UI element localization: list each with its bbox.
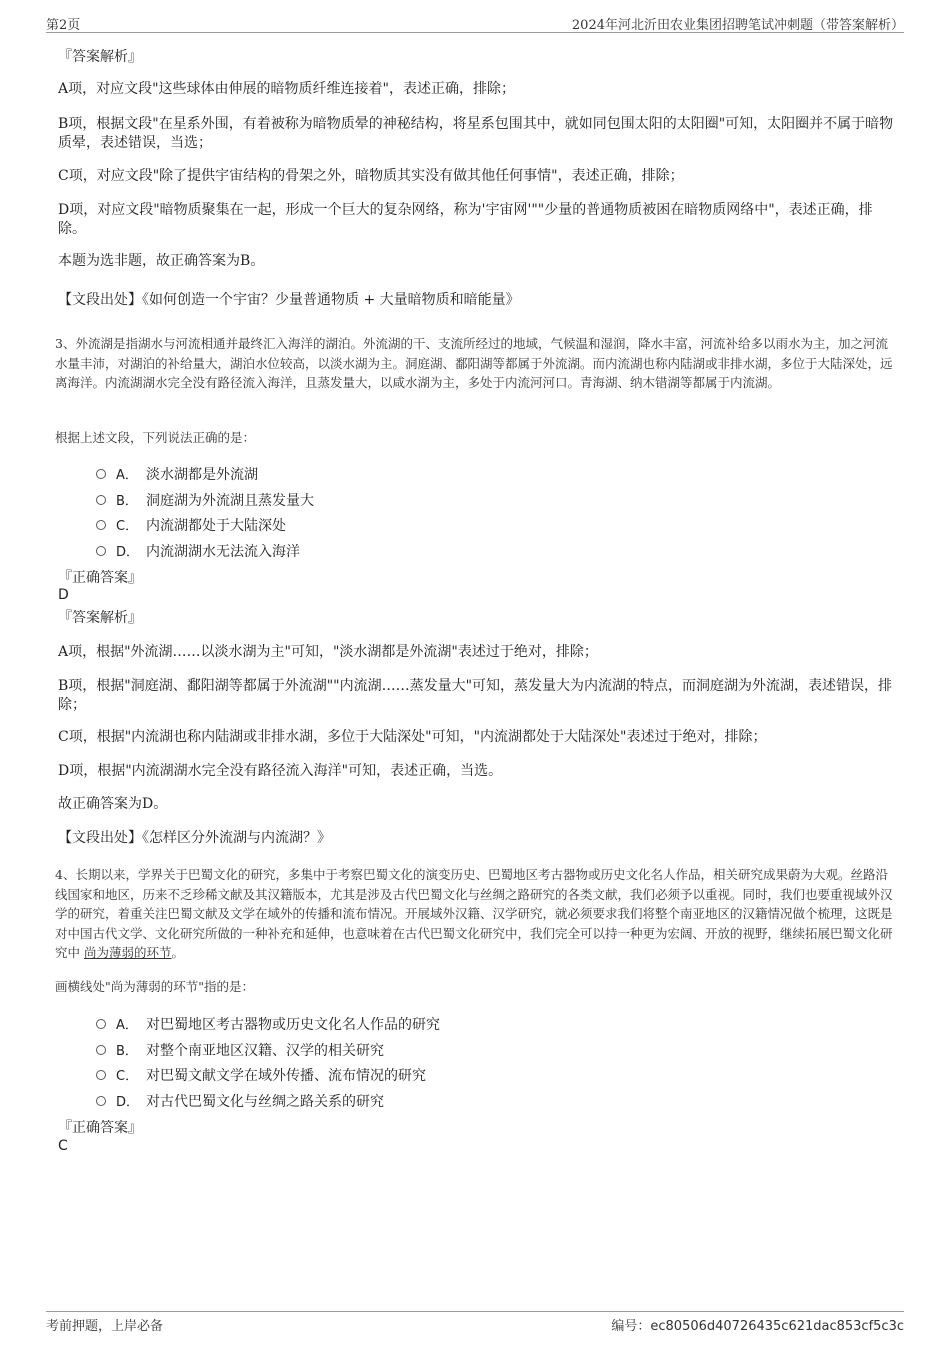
q2-analysis-label: 『答案解析』 [58,49,142,65]
q4-option-b[interactable]: B． 对整个南亚地区汉籍、汉学的相关研究 [96,1040,384,1060]
q4-option-a[interactable]: A． 对巴蜀地区考古器物或历史文化名人作品的研究 [96,1014,440,1034]
q2-analysis-c: C项，对应文段"除了提供宇宙结构的骨架之外，暗物质其实没有做其他任何事情"，表述正确，排除； [58,168,684,184]
q3-conclusion: 故正确答案为D。 [58,796,168,812]
q4-question: 画横线处"尚为薄弱的环节"指的是： [55,979,254,994]
q3-analysis-label: 『答案解析』 [58,610,142,626]
q4-passage: 4、长期以来，学界关于巴蜀文化的研究，多集中于考察巴蜀文化的演变历史、巴蜀地区考古器物或历史文化名人作品，相关研究成果蔚为大观。丝路沿线国家和地区，历来不乏珍稀文献及其汉籍版本，尤其是涉及古代巴蜀文化与丝绸之路研究的各类文献，我们必须予以重视。同时，我们也要重视域外汉学的研究，着重关注巴蜀文献及文学在域外的传播和流布情况。开展域外汉籍、汉学研究，就必须要求我们将整个南亚地区的汉籍情况做个梳理，这既是对中国古代文学、文化研究所做的一种补充和延伸，也意味着在古代巴蜀文化研究中，我们完全可以持一种更为宏阔、开放的视野，继续拓展巴蜀文化研究中 尚为薄弱的环节。 [55,867,893,960]
q3-option-c[interactable]: C． 内流湖都处于大陆深处 [96,515,286,535]
q4-correct-answer: C [58,1138,68,1154]
q3-passage: 3、外流湖是指湖水与河流相通并最终汇入海洋的湖泊。外流湖的干、支流所经过的地域，气候温和湿润，降水丰富，河流补给多以雨水为主，加之河流水量丰沛，对湖泊的补给量大，湖泊水位较高，以淡水湖为主。洞庭湖、鄱阳湖等都属于外流湖。而内流湖也称内陆湖或非排水湖，多位于大陆深处，远离海洋。内流湖湖水完全没有路径流入海洋，且蒸发量大，以咸水湖为主，多处于内流河河口。青海湖、纳木错湖等都属于内流湖。 [55,336,893,390]
q4-underlined-phrase: 尚为薄弱的环节 [84,945,172,960]
document-code: 编号：ec80506d40726435c621dac853cf5c3c [611,1319,904,1334]
q2-analysis-b: B项，根据文段"在星系外围，有着被称为暗物质晕的神秘结构，将星系包围其中，就如同包围太阳的太阳圈"可知，太阳圈并不属于暗物质晕，表述错误，当选； [58,116,894,151]
q3-analysis-a: A项，根据"外流湖……以淡水湖为主"可知，"淡水湖都是外流湖"表述过于绝对，排除； [58,644,598,660]
q3-option-d[interactable]: D． 内流湖湖水无法流入海洋 [96,541,300,561]
page-number: 第2页 [46,18,81,33]
radio-icon[interactable] [96,495,106,505]
q2-analysis-d: D项，对应文段"暗物质聚集在一起，形成一个巨大的复杂网络，称为'宇宙网'""少量的普通物质被困在暗物质网络中"，表述正确，排除。 [58,202,873,237]
q3-option-a[interactable]: A． 淡水湖都是外流湖 [96,464,258,484]
q3-option-b[interactable]: B． 洞庭湖为外流湖且蒸发量大 [96,490,314,510]
radio-icon[interactable] [96,469,106,479]
q2-analysis-a: A项，对应文段"这些球体由伸展的暗物质纤维连接着"，表述正确，排除； [58,81,515,97]
radio-icon[interactable] [96,546,106,556]
q4-option-c[interactable]: C． 对巴蜀文献文学在域外传播、流布情况的研究 [96,1065,426,1085]
radio-icon[interactable] [96,1045,106,1055]
q4-option-d[interactable]: D． 对古代巴蜀文化与丝绸之路关系的研究 [96,1091,384,1111]
page-header [46,14,904,33]
q3-analysis-b: B项，根据"洞庭湖、鄱阳湖等都属于外流湖""内流湖……蒸发量大"可知，蒸发量大为内流湖的特点，而洞庭湖为外流湖，表述错误，排除； [58,678,893,713]
page-footer [46,1311,904,1332]
q3-analysis-c: C项，根据"内流湖也称内陆湖或非排水湖，多位于大陆深处"可知，"内流湖都处于大陆深处"表述过于绝对，排除； [58,729,767,745]
radio-icon[interactable] [96,520,106,530]
q3-correct-label: 『正确答案』 [58,570,142,586]
footer-slogan: 考前押题，上岸必备 [46,1319,164,1334]
q4-correct-label: 『正确答案』 [58,1120,142,1136]
radio-icon[interactable] [96,1070,106,1080]
radio-icon[interactable] [96,1019,106,1029]
radio-icon[interactable] [96,1096,106,1106]
q2-conclusion: 本题为选非题，故正确答案为B。 [58,253,265,269]
q3-correct-answer: D [58,587,69,603]
q3-analysis-d: D项，根据"内流湖湖水完全没有路径流入海洋"可知，表述正确，当选。 [58,763,503,779]
q3-source: 【文段出处】《怎样区分外流湖与内流湖？》 [58,830,331,846]
document-title: 2024年河北沂田农业集团招聘笔试冲刺题（带答案解析） [571,18,904,33]
q2-source: 【文段出处】《如何创造一个宇宙？少量普通物质 + 大量暗物质和暗能量》 [58,292,520,308]
q3-question: 根据上述文段，下列说法正确的是： [55,430,256,445]
